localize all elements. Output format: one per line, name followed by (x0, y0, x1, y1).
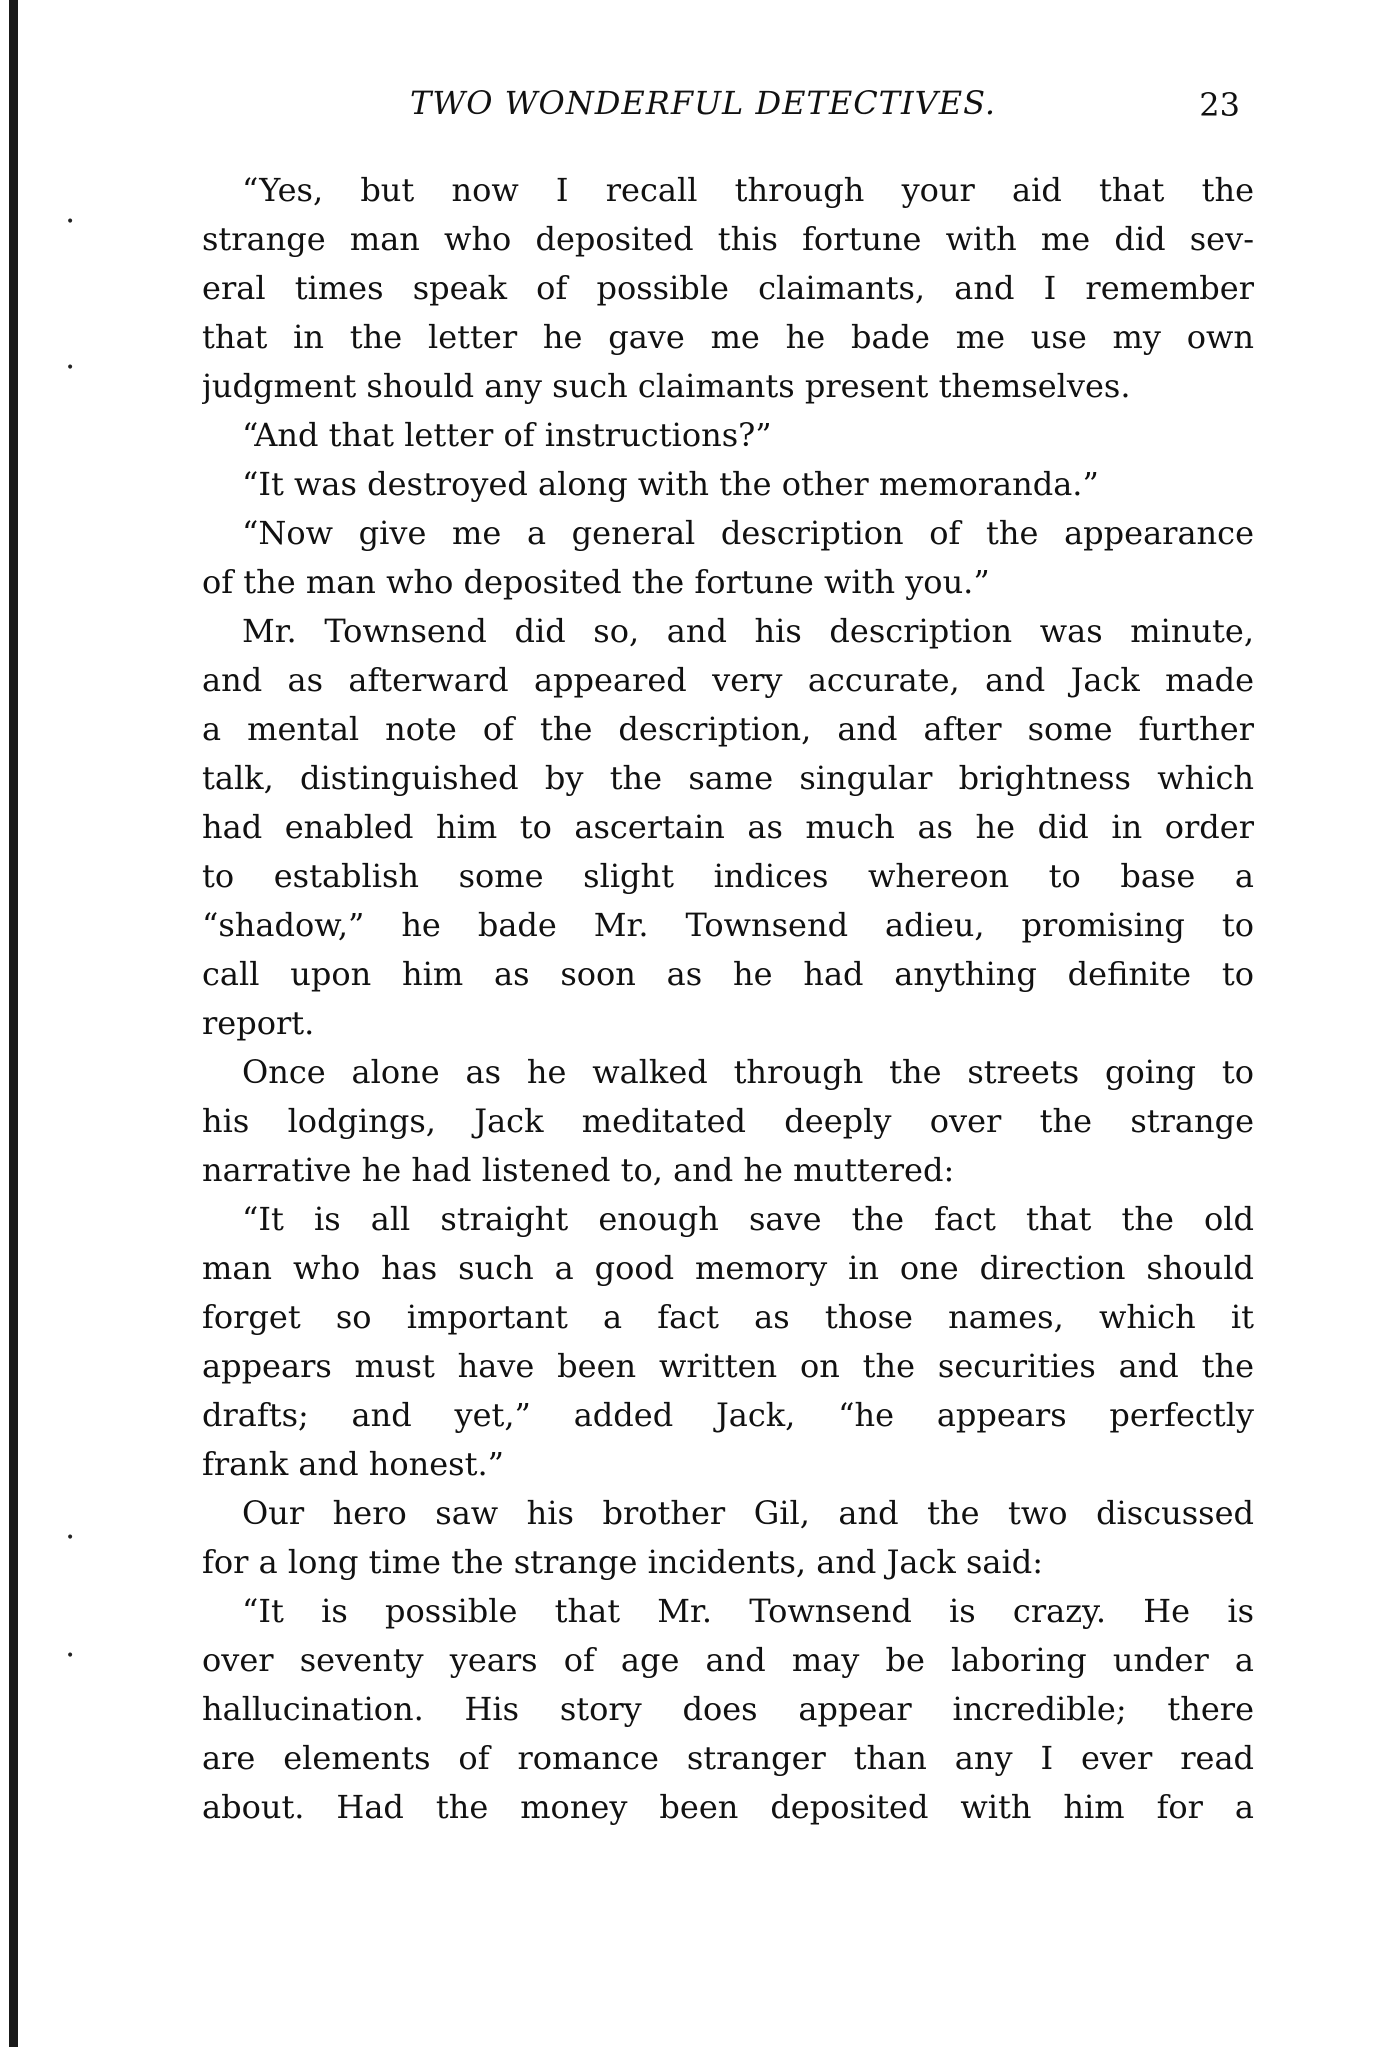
body-text (202, 166, 1254, 1832)
text-line: appears must have been written on the securities and the (202, 1347, 1254, 1385)
text-line: to establish some slight indices whereon to base a (202, 857, 1254, 895)
text-line: that in the letter he gave me he bade me use my own (202, 318, 1254, 356)
text-line: man who has such a good memory in one direction should (202, 1249, 1254, 1287)
text-line: judgment should any such claimants present themselves. (202, 367, 1131, 405)
page-binding-edge (9, 0, 18, 2047)
text-line: talk, distinguished by the same singular brightness which (202, 759, 1254, 797)
text-line: a mental note of the description, and after some further (202, 710, 1254, 748)
text-line: “It is all straight enough save the fact that the old (242, 1200, 1254, 1238)
text-line: narrative he had listened to, and he muttered: (202, 1151, 955, 1189)
text-line: his lodgings, Jack meditated deeply over the strange (202, 1102, 1254, 1140)
text-line: forget so important a fact as those names, which it (202, 1298, 1254, 1336)
running-title: TWO WONDERFUL DETECTIVES. (410, 84, 997, 122)
text-line: Mr. Townsend did so, and his description was minute, (242, 612, 1254, 650)
text-line: of the man who deposited the fortune with you.” (202, 563, 990, 601)
page-number: 23 (1199, 86, 1240, 124)
text-line: frank and honest.” (202, 1445, 504, 1483)
text-line: “Yes, but now I recall through your aid that the (242, 171, 1254, 209)
margin-speck: • (66, 360, 75, 376)
text-line: strange man who deposited this fortune with me did sev- (202, 220, 1254, 258)
text-line: eral times speak of possible claimants, and I remember (202, 269, 1254, 307)
text-line: and as afterward appeared very accurate, and Jack made (202, 661, 1254, 699)
text-line: about. Had the money been deposited with him for a (202, 1788, 1254, 1826)
margin-speck: • (66, 1648, 75, 1664)
text-line: call upon him as soon as he had anything definite to (202, 955, 1254, 993)
text-line: for a long time the strange incidents, and Jack said: (202, 1543, 1043, 1581)
text-line: had enabled him to ascertain as much as he did in order (202, 808, 1254, 846)
text-line: over seventy years of age and may be laboring under a (202, 1641, 1254, 1679)
text-line: Once alone as he walked through the streets going to (242, 1053, 1254, 1091)
text-line: “And that letter of instructions?” (242, 416, 772, 454)
text-line: “It is possible that Mr. Townsend is crazy. He is (242, 1592, 1254, 1630)
text-line: are elements of romance stranger than any I ever read (202, 1739, 1254, 1777)
running-head (198, 84, 1258, 144)
margin-speck: • (66, 214, 75, 230)
text-line: “It was destroyed along with the other memoranda.” (242, 465, 1099, 503)
text-line: drafts; and yet,” added Jack, “he appears perfectly (202, 1396, 1254, 1434)
text-line: “shadow,” he bade Mr. Townsend adieu, promising to (202, 906, 1254, 944)
margin-speck: • (66, 1530, 75, 1546)
text-line: “Now give me a general description of the appearance (242, 514, 1254, 552)
text-line: Our hero saw his brother Gil, and the two discussed (242, 1494, 1254, 1532)
text-line: report. (202, 1004, 315, 1042)
text-line: hallucination. His story does appear incredible; there (202, 1690, 1254, 1728)
